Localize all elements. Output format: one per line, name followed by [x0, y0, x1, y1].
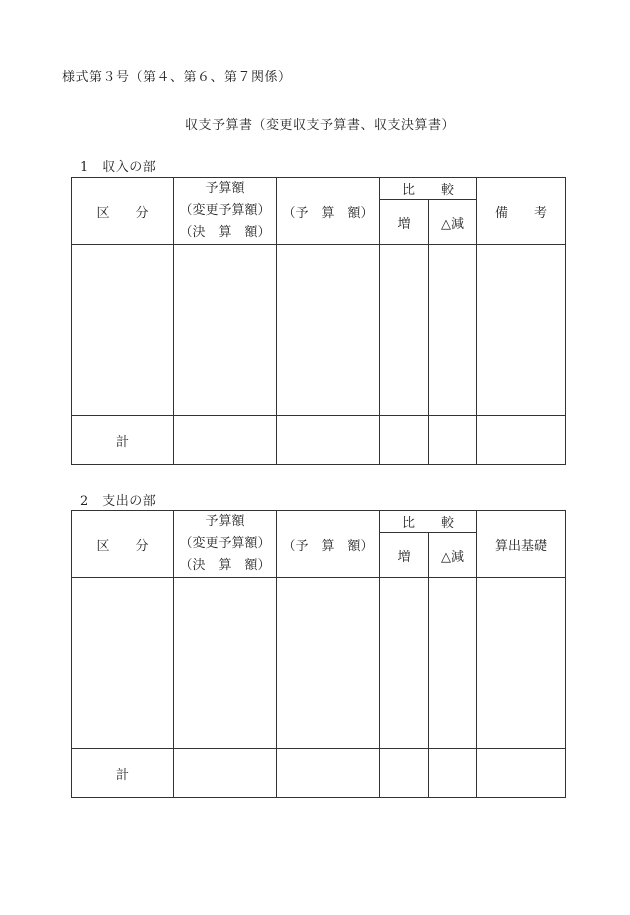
table-cell: [277, 245, 380, 416]
form-number: 様式第３号（第４、第６、第７関係）: [62, 70, 292, 85]
budget-header-line: 予算額: [205, 514, 245, 529]
income-section-title: 1 収入の部: [80, 160, 157, 175]
table-body-row: [72, 245, 566, 416]
table-total-row: [72, 749, 566, 798]
table-cell: [380, 749, 429, 798]
remarks-header: 備 考: [477, 178, 566, 245]
table-cell: [174, 578, 277, 749]
table-cell: [380, 416, 429, 465]
table-body-row: [72, 578, 566, 749]
table-cell: [380, 578, 429, 749]
table-cell: [174, 245, 277, 416]
budget-header-line: （変更予算額）: [179, 203, 271, 218]
table-cell: [429, 749, 477, 798]
table-cell: [174, 416, 277, 465]
total-label: 計: [72, 749, 174, 798]
prior-budget-header: （予 算 額）: [277, 178, 380, 245]
decrease-header: △減: [429, 200, 477, 245]
budget-header-line: （変更予算額）: [179, 536, 271, 551]
expenditure-table: [71, 510, 566, 798]
table-header-row: [72, 178, 566, 200]
table-cell: [277, 749, 380, 798]
table-cell: [477, 245, 566, 416]
budget-header: [174, 511, 277, 578]
increase-header: 増: [380, 200, 429, 245]
table-cell: [277, 416, 380, 465]
table-cell: [429, 578, 477, 749]
prior-budget-header: （予 算 額）: [277, 511, 380, 578]
table-cell: [72, 578, 174, 749]
table-header-row: [72, 511, 566, 533]
comparison-header: 比 較: [380, 178, 477, 200]
table-cell: [429, 245, 477, 416]
table-cell: [429, 416, 477, 465]
table-cell: [277, 578, 380, 749]
comparison-header: 比 較: [380, 511, 477, 533]
calculation-basis-header: 算出基礎: [477, 511, 566, 578]
table-cell: [174, 749, 277, 798]
table-cell: [477, 416, 566, 465]
category-header: 区 分: [72, 178, 174, 245]
increase-header: 増: [380, 533, 429, 578]
table-cell: [477, 578, 566, 749]
income-table: [71, 177, 566, 465]
table-total-row: [72, 416, 566, 465]
total-label: 計: [72, 416, 174, 465]
budget-header: [174, 178, 277, 245]
category-header: 区 分: [72, 511, 174, 578]
expenditure-section-title: 2 支出の部: [80, 494, 157, 509]
document-title: 収支予算書（変更収支予算書、収支決算書）: [184, 118, 455, 133]
table-cell: [477, 749, 566, 798]
decrease-header: △減: [429, 533, 477, 578]
budget-header-line: （決 算 額）: [179, 225, 271, 240]
table-cell: [72, 245, 174, 416]
budget-header-line: 予算額: [205, 181, 245, 196]
budget-header-line: （決 算 額）: [179, 558, 271, 573]
table-cell: [380, 245, 429, 416]
